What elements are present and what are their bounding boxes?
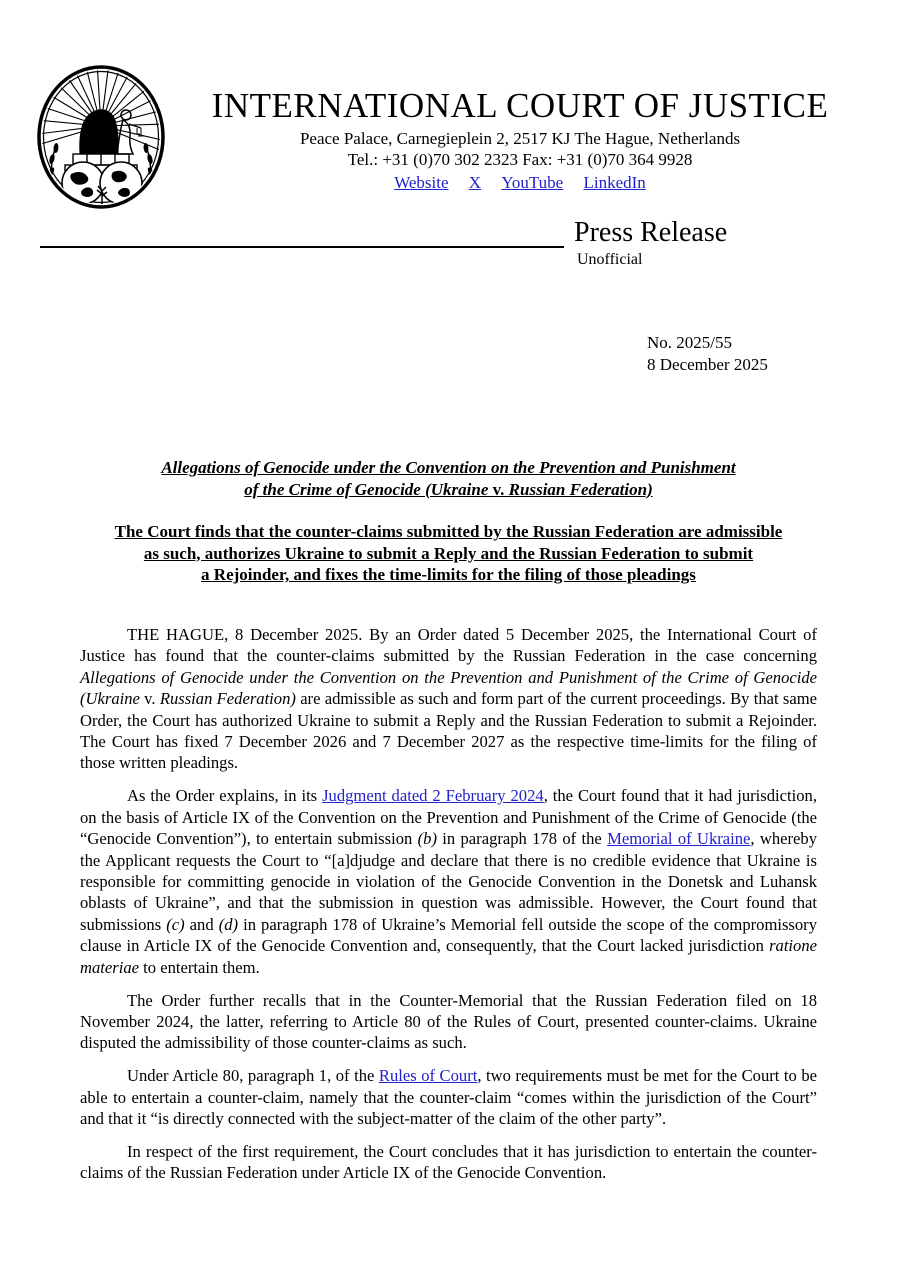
text-run: and: [184, 914, 219, 934]
inline-link[interactable]: Judgment dated 2 February 2024: [322, 786, 544, 806]
reference-block: [647, 332, 768, 375]
text-run: , whereby the Applicant requests the Court to “[a]djudge and declare that there is no credible evidence that Ukraine is responsible for committing genocide in violation of the Genocide Convention in the Donetsk and Luhansk oblasts of Ukraine”, and that the submission in question was admissible. However, the Court found that submissions: [80, 829, 817, 934]
unofficial-label: Unofficial: [577, 251, 643, 268]
org-title: INTERNATIONAL COURT OF JUSTICE: [211, 86, 829, 125]
headline-line-1: The Court finds that the counter-claims submitted by the Russian Federation are admissible: [114, 522, 783, 541]
headline-line-2: as such, authorizes Ukraine to submit a Reply and the Russian Federation to submit: [143, 543, 754, 563]
italic-text: ratione materiae: [80, 936, 817, 977]
text-run: The Order further recalls that in the Counter-Memorial that the Russian Federation filed on 18 November 2024, the latter, referring to Article 80 of the Rules of Court, presented counter-claims. Ukraine disputed the admissibility of those counter-claims as such.: [80, 990, 817, 1053]
italic-text: Russian Federation): [504, 479, 653, 499]
body-paragraph: [80, 1065, 817, 1129]
website-link[interactable]: Website: [394, 173, 449, 192]
press-release-label: Press Release: [574, 217, 728, 248]
italic-text: Allegations of Genocide under the Convention on the Prevention and Punishment of the Crime of Genocide (Ukraine: [80, 667, 817, 709]
body-paragraph: [80, 1141, 817, 1184]
document-body: [80, 624, 817, 1195]
italic-text: (d): [218, 914, 239, 934]
headline: [80, 521, 817, 586]
case-title-line-1: [161, 458, 735, 477]
text-run: in paragraph 178 of Ukraine’s Memorial fell outside the scope of the compromissory clause in Article IX of the Genocide Convention and, consequently, that the Court lacked jurisdiction: [80, 914, 817, 956]
text-run: in paragraph 178 of the: [436, 829, 608, 849]
text-run: THE HAGUE, 8 December 2025. By an Order dated 5 December 2025, the International Court of Justice has found that the counter-claims submitted by the Russian Federation in the case concerning: [80, 625, 817, 666]
italic-text: Russian Federation): [159, 689, 296, 709]
reference-date: 8 December 2025: [647, 354, 768, 374]
text-run: Under Article 80, paragraph 1, of the: [127, 1066, 379, 1086]
italic-text: of the Crime of Genocide (Ukraine: [244, 479, 493, 499]
header-rule: [40, 246, 564, 248]
italic-text: (b): [417, 829, 437, 849]
text-run: , two requirements must be met for the Court to be able to entertain a counter-claim, namely that the counter-claim “comes within the jurisdiction of the Court” and that it “is directly connected with the subject-matter of the claim of the other party”.: [80, 1066, 818, 1129]
org-address: Peace Palace, Carnegieplein 2, 2517 KJ The Hague, Netherlands: [299, 129, 741, 148]
text-run: to entertain them.: [139, 957, 260, 977]
case-title-line-2: [244, 480, 652, 499]
headline-line-3: a Rejoinder, and fixes the time-limits for the filing of those pleadings: [201, 565, 696, 584]
text-run: are admissible as such and form part of the current proceedings. By that same Order, the Court has authorized Ukraine to submit a Reply and the Russian Federation to submit a Rejoinder. The Court has fixed 7 December 2026 and 7 December 2027 as the respective time-limits for the filing of those written pleadings.: [80, 689, 817, 773]
body-paragraph: [80, 624, 817, 774]
letterhead: [172, 86, 868, 194]
italic-text: (c): [166, 914, 185, 934]
text-run: , the Court found that it had jurisdiction, on the basis of Article IX of the Convention on the Prevention and Punishment of the Crime of Genocide (the “Genocide Convention”), to entertain submission: [80, 786, 817, 849]
body-paragraph: [80, 990, 817, 1054]
icj-seal-icon: [33, 62, 169, 212]
text-run: v.: [139, 689, 160, 709]
reference-number: No. 2025/55: [647, 333, 732, 352]
inline-link[interactable]: Memorial of Ukraine: [607, 829, 751, 849]
text-run: As the Order explains, in its: [127, 786, 323, 806]
x-link[interactable]: X: [468, 173, 482, 192]
body-paragraph: [80, 785, 817, 978]
case-title: [80, 457, 817, 500]
linkedin-link[interactable]: LinkedIn: [583, 173, 646, 192]
youtube-link[interactable]: YouTube: [501, 173, 564, 192]
social-links: [172, 172, 868, 194]
text-run: v.: [492, 479, 505, 499]
italic-text: Allegations of Genocide under the Convention on the Prevention and Punishment: [161, 458, 736, 477]
inline-link[interactable]: Rules of Court: [378, 1066, 478, 1086]
text-run: In respect of the first requirement, the Court concludes that it has jurisdiction to entertain the counter-claims of the Russian Federation under Article IX of the Genocide Convention.: [80, 1141, 817, 1183]
org-tel-fax: Tel.: +31 (0)70 302 2323 Fax: +31 (0)70 364 9928: [347, 150, 693, 169]
